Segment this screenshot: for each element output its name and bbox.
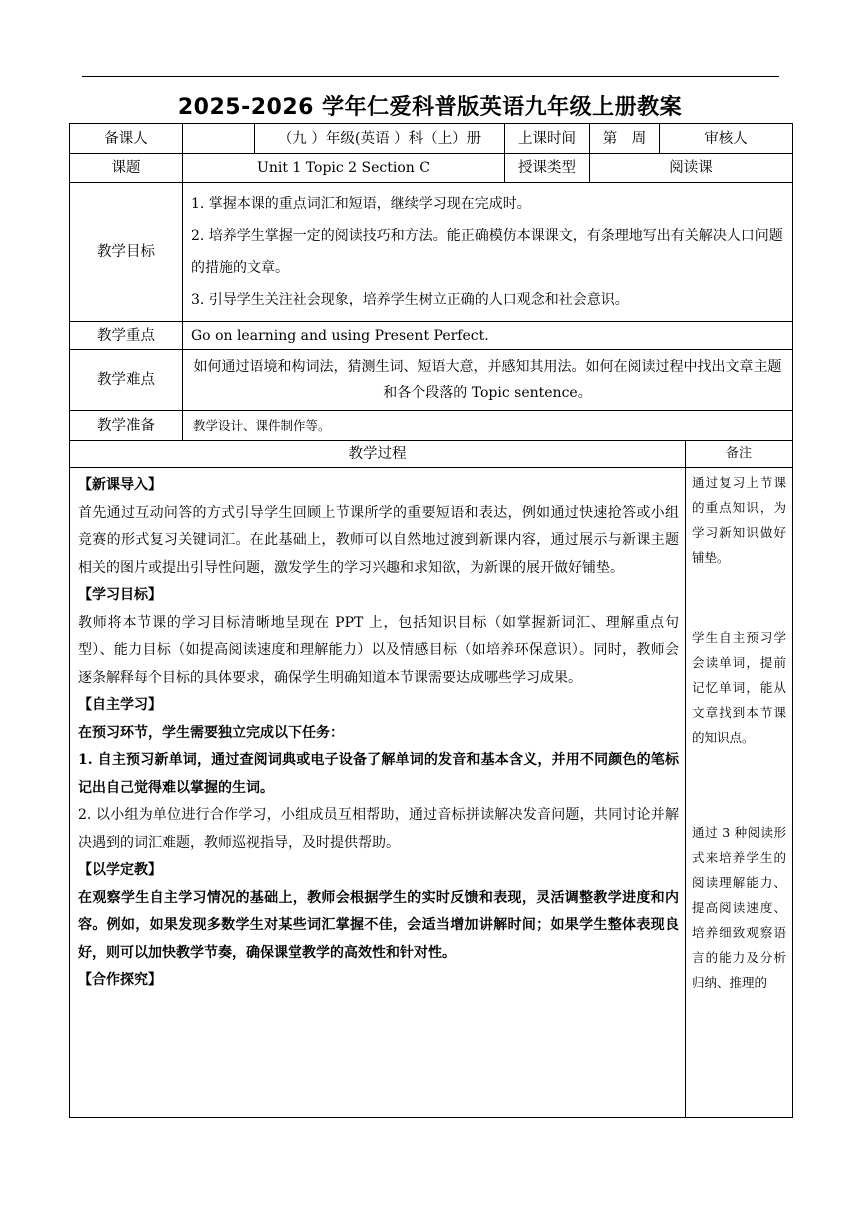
preparation-row [70,411,793,441]
process-header-row [70,441,793,468]
section-title: 【合作探究】 [78,972,162,988]
section-text: 教师将本节课的学习目标清晰地呈现在 PPT 上，包括知识目标（如掌握新词汇、理解重点句型）、能力目标（如提高阅读速度和理解能力）以及情感目标（如培养环保意识）。同时，教师会逐条解释每个目标的具体要求，确保学生明确知道本节课需要达成哪些学习成果。 [78,614,679,686]
section-title: 【自主学习】 [78,697,162,713]
notes-header: 备注 [686,441,793,468]
topic-value: Unit 1 Topic 2 Section C [183,154,505,183]
note-text: 学生自主预习学会读单词，提前记忆单词，能从文章找到本节课的知识点。 [692,630,786,745]
goals-label: 教学目标 [70,183,183,322]
process-row [70,468,793,1118]
focus-value: Go on learning and using Present Perfect. [183,322,793,350]
note-text: 通过复习上节课的重点知识，为学习新知识做好铺垫。 [692,475,786,565]
section-text: 首先通过互动问答的方式引导学生回顾上节课所学的重要短语和表达，例如通过快速抢答或小组竞赛的形式复习关键词汇。在此基础上，教师可以自然地过渡到新课内容，通过展示与新课主题相关的图片或提出引导性问题，激发学生的学习兴趣和求知欲，为新课的展开做好铺垫。 [78,504,679,576]
grade-subject: （九 ）年级(英语 ）科（上）册 [255,124,505,154]
section-text: 1. 自主预习新单词，通过查阅词典或电子设备了解单词的发音和基本含义，并用不同颜色的笔标记出自己觉得难以掌握的生词。 [78,752,679,796]
goal-item: 1. 掌握本课的重点词汇和短语，继续学习现在完成时。 [191,196,531,212]
page-title: 2025-2026 学年仁爱科普版英语九年级上册教案 [177,95,683,120]
note-text: 通过 3 种阅读形式来培养学生的阅读理解能力、提高阅读速度、培养细致观察语言的能力及分析归纳、推理的 [692,825,786,990]
lesson-type-label: 授课类型 [505,154,590,183]
goals-content [183,183,793,322]
preparation-value: 教学设计、课件制作等。 [183,411,793,441]
preparer-label: 备课人 [70,124,183,154]
header-rule [82,76,779,77]
difficulty-row [70,350,793,411]
header-row [70,124,793,154]
week-field: 第 周 [590,124,660,154]
difficulty-value: 如何通过语境和构词法，猜测生词、短语大意，并感知其用法。如何在阅读过程中找出文章主题和各个段落的 Topic sentence。 [183,350,793,411]
class-time-label: 上课时间 [505,124,590,154]
section-text: 2. 以小组为单位进行合作学习，小组成员互相帮助，通过音标拼读解决发音问题，共同讨论并解决遇到的词汇难题，教师巡视指导，及时提供帮助。 [78,807,679,851]
goals-row [70,183,793,322]
notes-content [686,468,793,1118]
section-title: 【以学定教】 [78,862,162,878]
goal-item: 3. 引导学生关注社会现象，培养学生树立正确的人口观念和社会意识。 [191,292,629,308]
focus-row [70,322,793,350]
section-text: 在预习环节，学生需要独立完成以下任务： [78,724,344,741]
difficulty-label: 教学难点 [70,350,183,411]
process-header: 教学过程 [70,441,686,468]
section-title: 【新课导入】 [78,477,162,493]
lesson-type-value: 阅读课 [590,154,793,183]
preparer-value [183,124,255,154]
process-content [70,468,686,1118]
section-title: 【学习目标】 [78,587,162,603]
reviewer-label: 审核人 [660,124,793,154]
topic-label: 课题 [70,154,183,183]
goal-item: 2. 培养学生掌握一定的阅读技巧和方法。能正确模仿本课课文，有条理地写出有关解决人口问题的措施的文章。 [191,228,783,276]
focus-label: 教学重点 [70,322,183,350]
section-text: 在观察学生自主学习情况的基础上，教师会根据学生的实时反馈和表现，灵活调整教学进度和内容。例如，如果发现多数学生对某些词汇掌握不佳，会适当增加讲解时间；如果学生整体表现良好，则可以加快教学节奏，确保课堂教学的高效性和针对性。 [78,889,679,961]
topic-row [70,154,793,183]
preparation-label: 教学准备 [70,411,183,441]
lesson-plan-table [69,123,793,1118]
